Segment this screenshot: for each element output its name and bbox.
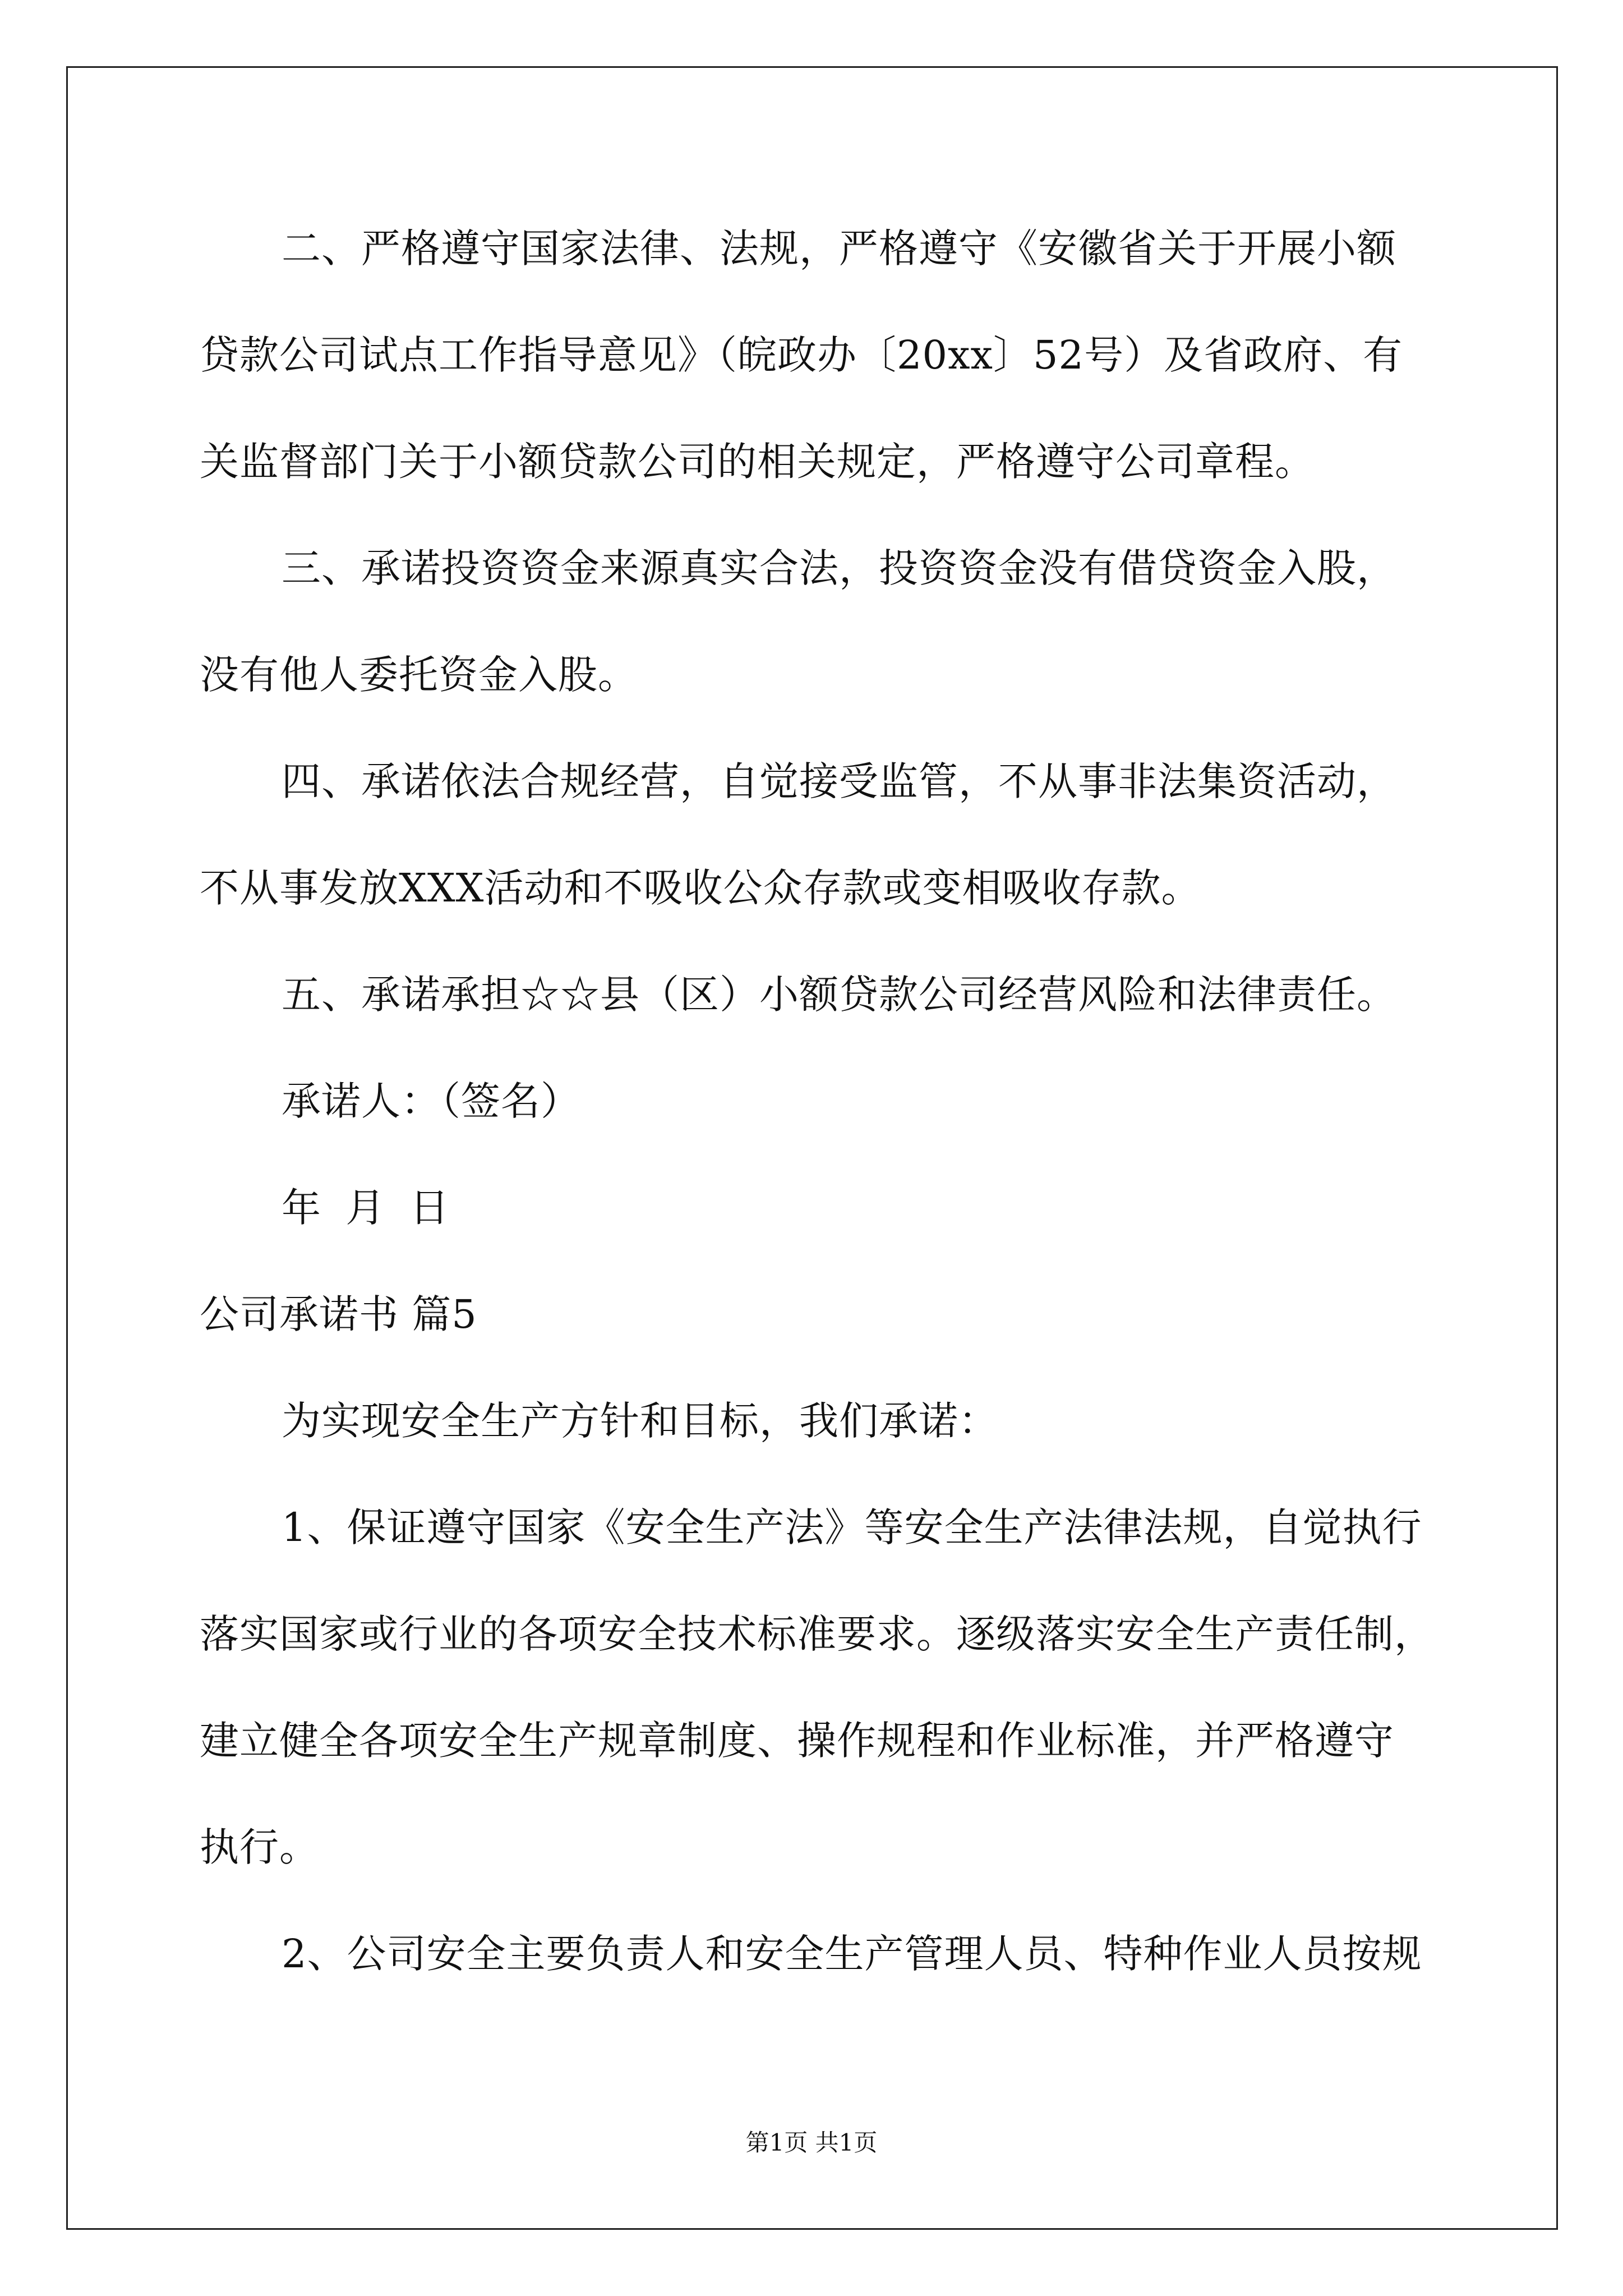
item-1-line-2: 落实国家或行业的各项安全技术标准要求。逐级落实安全生产责任制， bbox=[200, 1611, 1434, 1657]
section-heading: 公司承诺书 篇5 bbox=[200, 1291, 477, 1337]
item-1-line-1: 1、保证遵守国家《安全生产法》等安全生产法律法规，自觉执行 bbox=[282, 1504, 1422, 1550]
paragraph-3-line-1: 三、承诺投资资金来源真实合法，投资资金没有借贷资金入股， bbox=[282, 545, 1396, 591]
paragraph-3-line-2: 没有他人委托资金入股。 bbox=[200, 652, 638, 698]
paragraph-5-line-1: 五、承诺承担☆☆县（区）小额贷款公司经营风险和法律责任。 bbox=[282, 972, 1396, 1018]
date-line: 年 月 日 bbox=[282, 1185, 450, 1231]
page-number-footer: 第1页 共1页 bbox=[745, 2129, 878, 2156]
paragraph-2-line-3: 关监督部门关于小额贷款公司的相关规定，严格遵守公司章程。 bbox=[200, 439, 1315, 485]
paragraph-4-line-2: 不从事发放XXX活动和不吸收公众存款或变相吸收存款。 bbox=[200, 865, 1201, 911]
item-1-line-4: 执行。 bbox=[200, 1824, 319, 1870]
page-border bbox=[66, 66, 1558, 2230]
intro-line: 为实现安全生产方针和目标，我们承诺： bbox=[282, 1398, 998, 1444]
paragraph-2-line-1: 二、严格遵守国家法律、法规，严格遵守《安徽省关于开展小额 bbox=[282, 226, 1396, 272]
signature-line: 承诺人：（签名） bbox=[282, 1078, 580, 1124]
item-1-line-3: 建立健全各项安全生产规章制度、操作规程和作业标准，并严格遵守 bbox=[200, 1718, 1394, 1764]
paragraph-2-line-2: 贷款公司试点工作指导意见》（皖政办〔20xx〕52号）及省政府、有 bbox=[200, 332, 1403, 378]
paragraph-4-line-1: 四、承诺依法合规经营，自觉接受监管，不从事非法集资活动， bbox=[282, 758, 1396, 804]
item-2-line-1: 2、公司安全主要负责人和安全生产管理人员、特种作业人员按规 bbox=[282, 1931, 1422, 1977]
